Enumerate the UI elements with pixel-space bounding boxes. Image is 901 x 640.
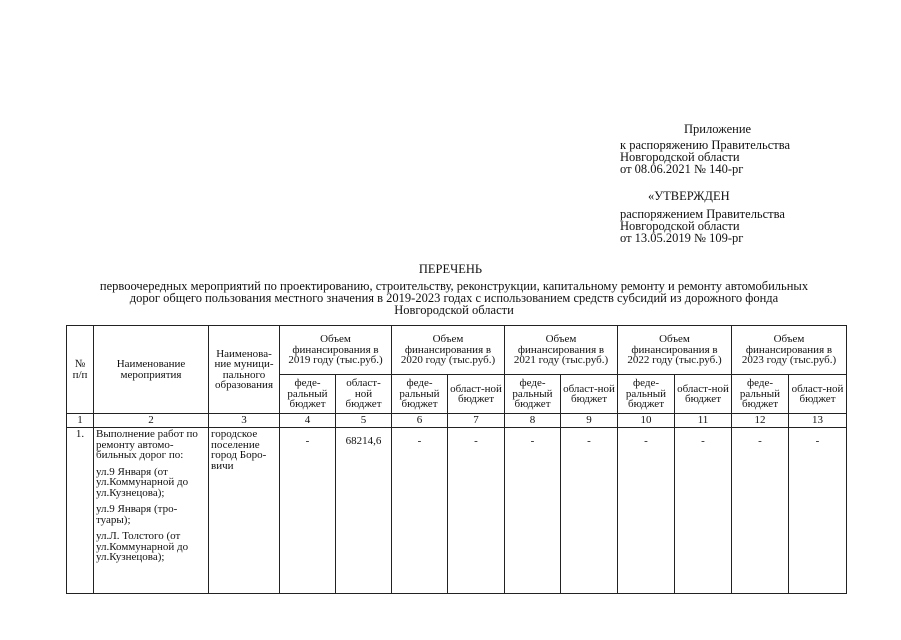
appendix-title: Приложение xyxy=(684,122,752,136)
header-year-2020: Объем финансирования в 2020 году (тыс.руб.) xyxy=(392,326,505,375)
cell-value: - xyxy=(561,428,618,594)
approved-block xyxy=(620,190,880,244)
row-activity xyxy=(94,428,209,594)
cell-value: - xyxy=(448,428,505,594)
header-num: № п/п xyxy=(67,326,94,414)
column-number: 2 xyxy=(94,414,209,428)
column-number-row xyxy=(67,414,847,428)
cell-value: - xyxy=(280,428,336,594)
column-number: 7 xyxy=(448,414,505,428)
activity-main: Выполнение работ по ремонту автомо-бильных дорог по: xyxy=(96,428,198,461)
row-municipality: городское поселение город Боро-вичи xyxy=(209,428,280,594)
approved-title: «УТВЕРЖДЕН xyxy=(648,189,730,203)
column-number: 10 xyxy=(618,414,675,428)
header-federal: феде-ральный бюджет xyxy=(505,375,561,414)
header-year-2023: Объем финансирования в 2023 году (тыс.руб.) xyxy=(732,326,847,375)
header-name: Наименование мероприятия xyxy=(94,326,209,414)
activity-street: ул.9 Января (от ул.Коммунарной до ул.Кузнецова); xyxy=(96,465,189,499)
appendix-block xyxy=(620,123,880,175)
header-federal: феде-ральный бюджет xyxy=(392,375,448,414)
activity-street: ул.9 Января (тро-туары); xyxy=(96,503,178,526)
appendix-line: Новгородской области xyxy=(620,150,740,164)
cell-value: 68214,6 xyxy=(336,428,392,594)
column-number: 8 xyxy=(505,414,561,428)
column-number: 1 xyxy=(67,414,94,428)
header-regional: област-ной бюджет xyxy=(561,375,618,414)
column-number: 9 xyxy=(561,414,618,428)
header-year-2021: Объем финансирования в 2021 году (тыс.руб.) xyxy=(505,326,618,375)
column-number: 11 xyxy=(675,414,732,428)
column-number: 5 xyxy=(336,414,392,428)
header-regional: област-ной бюджет xyxy=(336,375,392,414)
header-year-2022: Объем финансирования в 2022 году (тыс.руб.) xyxy=(618,326,732,375)
cell-value: - xyxy=(392,428,448,594)
column-number: 12 xyxy=(732,414,789,428)
table-row xyxy=(67,428,847,594)
approved-line: распоряжением Правительства xyxy=(620,207,785,221)
cell-value: - xyxy=(675,428,732,594)
row-number: 1. xyxy=(67,428,94,594)
appendix-line: от 08.06.2021 № 140-рг xyxy=(620,162,744,176)
appendix-line: к распоряжению Правительства xyxy=(620,138,791,152)
header-regional: област-ной бюджет xyxy=(448,375,505,414)
cell-value: - xyxy=(618,428,675,594)
column-number: 3 xyxy=(209,414,280,428)
column-number: 13 xyxy=(789,414,847,428)
activity-street: ул.Л. Толстого (от ул.Коммунарной до ул.Кузнецова); xyxy=(96,530,189,563)
cell-value: - xyxy=(505,428,561,594)
header-regional: област-ной бюджет xyxy=(789,375,847,414)
document-subtitle: первоочередных мероприятий по проектированию, строительству, реконструкции, капитальному ремонту и ремонту автомобильных дорог общего пользования местного значения в 2019-2023 годах с использованием средств субсидий из дорожного фонда Новгородской области xyxy=(99,279,809,317)
header-federal: феде-ральный бюджет xyxy=(732,375,789,414)
header-federal: феде-ральный бюджет xyxy=(280,375,336,414)
header-municipality: Наименова-ние муници-пального образования xyxy=(209,326,280,414)
header-federal: феде-ральный бюджет xyxy=(618,375,675,414)
header-regional: област-ной бюджет xyxy=(675,375,732,414)
column-number: 4 xyxy=(280,414,336,428)
document-title: ПЕРЕЧЕНЬ xyxy=(418,262,483,276)
cell-value: - xyxy=(789,428,847,594)
approved-line: от 13.05.2019 № 109-рг xyxy=(620,231,744,245)
cell-value: - xyxy=(732,428,789,594)
financing-table xyxy=(66,325,847,594)
header-row-years xyxy=(67,326,847,375)
approved-line: Новгородской области xyxy=(620,219,740,233)
header-year-2019: Объем финансирования в 2019 году (тыс.руб.) xyxy=(280,326,392,375)
column-number: 6 xyxy=(392,414,448,428)
